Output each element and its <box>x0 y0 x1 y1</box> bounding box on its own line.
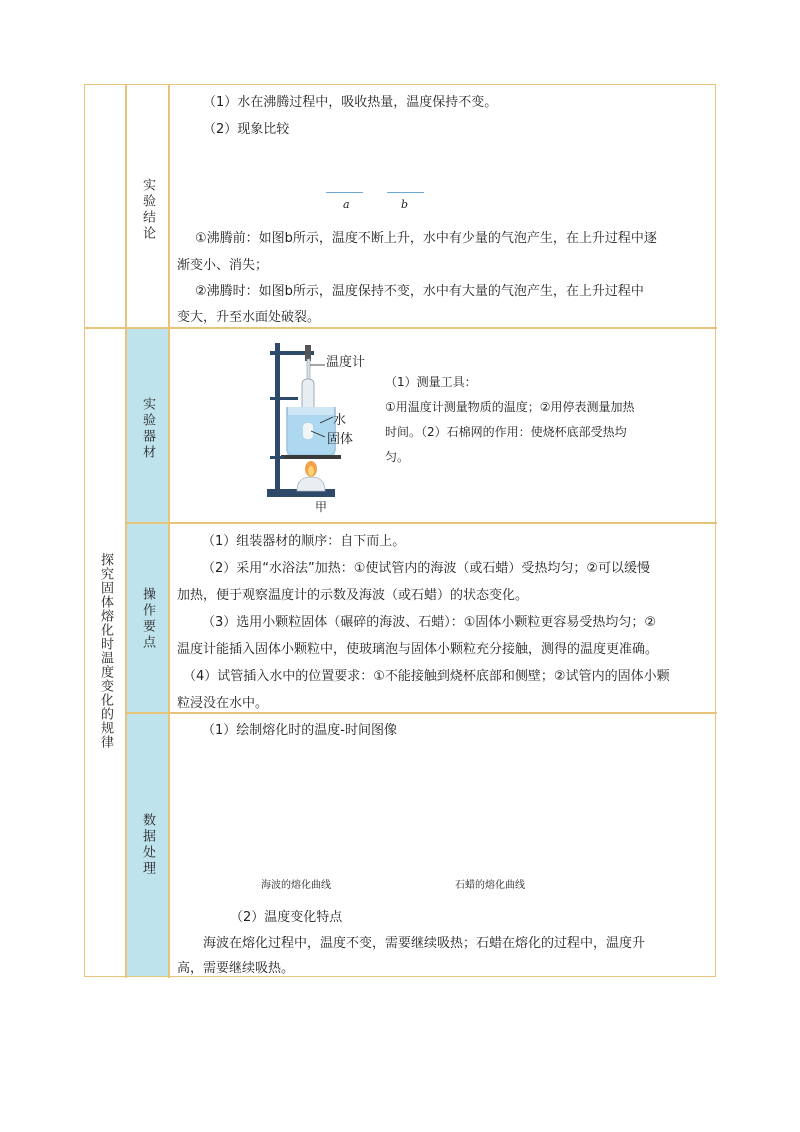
equipment-line-3: 时间。（2）石棉网的作用：使烧杯底部受热均 <box>385 425 627 439</box>
operation-line-3: 加热，便于观察温度计的示数及海波（或石蜡）的状态变化。 <box>177 588 529 603</box>
data-line-2: （2）温度变化特点 <box>230 910 343 925</box>
data-line-4: 高，需要继续吸热。 <box>177 961 295 976</box>
label-solid: 固体 <box>327 432 354 447</box>
operation-line-2: （2）采用“水浴法”加热：①使试管内的海波（或石蜡）受热均匀；②可以缓慢 <box>202 561 651 576</box>
figure-a-water-surface <box>326 192 363 193</box>
data-line-1: （1）绘制熔化时的温度-时间图像 <box>202 723 397 738</box>
data-line-3: 海波在熔化过程中，温度不变，需要继续吸热；石蜡在熔化的过程中，温度升 <box>203 936 646 951</box>
label-operation: 操作要点 <box>140 587 155 651</box>
figure-b-caption: b <box>401 198 409 211</box>
label-water: 水 <box>333 413 347 428</box>
label-equipment: 实验器材 <box>140 397 155 461</box>
conclusion-line-1: （1）水在沸腾过程中，吸收热量，温度保持不变。 <box>203 95 498 110</box>
page <box>84 84 716 977</box>
figure-caption-jia: 甲 <box>315 500 328 514</box>
operation-line-4: （3）选用小颗粒固体（碾碎的海波、石蜡）：①固体小颗粒更容易受热均匀；② <box>202 615 657 630</box>
label-data: 数据处理 <box>140 813 155 877</box>
operation-line-6: （4）试管插入水中的位置要求：①不能接触到烧杯底部和侧壁；②试管内的固体小颗 <box>183 669 670 684</box>
equipment-line-4: 匀。 <box>385 450 410 464</box>
conclusion-line-4: 渐变小、消失； <box>177 258 269 273</box>
conclusion-line-6: 变大，升至水面处破裂。 <box>177 310 321 325</box>
equipment-line-1: （1）测量工具： <box>385 375 477 389</box>
experiment-table <box>84 84 716 977</box>
figure-a-caption: a <box>343 198 350 211</box>
shila-curve-caption: 石蜡的熔化曲线 <box>455 880 525 891</box>
figure-b-water-surface <box>387 192 424 193</box>
equipment-line-2: ①用温度计测量物质的温度；②用停表测量加热 <box>385 400 635 414</box>
operation-line-1: （1）组装器材的顺序：自下而上。 <box>202 534 406 549</box>
conclusion-line-2: （2）现象比较 <box>203 122 290 137</box>
label-thermometer: 温度计 <box>326 355 366 370</box>
label-conclusion: 实验结论 <box>140 178 155 242</box>
haibo-curve-caption: 海波的熔化曲线 <box>261 880 331 891</box>
operation-line-7: 粒浸没在水中。 <box>177 696 269 711</box>
conclusion-line-5: ②沸腾时：如图b所示，温度保持不变，水中有大量的气泡产生，在上升过程中 <box>195 284 644 299</box>
conclusion-line-3: ①沸腾前：如图b所示，温度不断上升，水中有少量的气泡产生，在上升过程中逐 <box>195 231 657 246</box>
operation-line-5: 温度计能插入固体小颗粒中，使玻璃泡与固体小颗粒充分接触，测得的温度更准确。 <box>177 642 659 657</box>
outer-topic-label: 探究固体熔化时温度变化的规律 <box>98 553 113 749</box>
